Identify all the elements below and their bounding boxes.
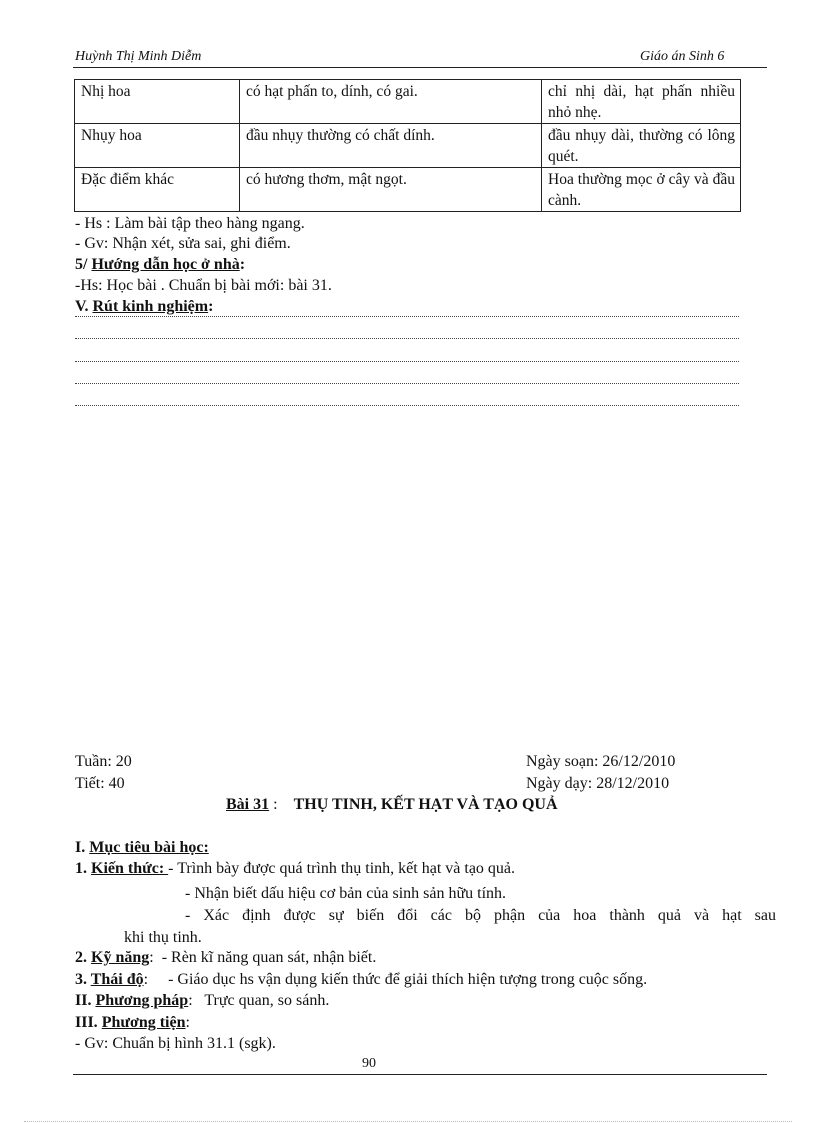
comparison-table — [74, 79, 741, 212]
section-number: 1. — [75, 860, 91, 877]
attitude-line — [75, 970, 647, 990]
knowledge-item: - Nhận biết dấu hiệu cơ bản của sinh sản hữu tính. — [185, 885, 507, 902]
section-colon: : — [185, 1014, 190, 1031]
section-title: Phương tiện — [101, 1014, 186, 1031]
table-cell: có hạt phấn to, dính, có gai. — [240, 80, 542, 124]
knowledge-item-cont: khi thụ tinh. — [124, 929, 202, 946]
header-title: Giáo án Sinh 6 — [640, 49, 725, 64]
section-text: : Trực quan, so sánh. — [188, 992, 330, 1009]
section-v-heading — [75, 297, 213, 317]
materials-heading — [75, 1013, 190, 1033]
lesson-number: Bài 31 — [226, 796, 270, 813]
section-number: V. — [75, 298, 93, 315]
knowledge-line — [75, 859, 515, 879]
section-5-text: -Hs: Học bài . Chuẩn bị bài mới: bài 31. — [75, 277, 332, 294]
table-cell: đầu nhụy dài, thường có lông quét. — [542, 124, 741, 168]
page-number: 90 — [362, 1056, 376, 1071]
section-colon: : — [239, 256, 246, 273]
section-title: Kỹ năng — [91, 949, 150, 966]
dotted-line — [75, 316, 739, 317]
section-number: III. — [75, 1014, 102, 1031]
section-colon: : — [208, 298, 214, 315]
section-title: Thái độ — [90, 971, 144, 988]
table-cell: đầu nhụy thường có chất dính. — [240, 124, 542, 168]
dotted-line — [75, 361, 739, 362]
knowledge-item: - Xác định được sự biến đổi các bộ phận của hoa thành quả và hạt sau — [185, 907, 776, 924]
dotted-line — [75, 405, 739, 406]
prep-date: Ngày soạn: 26/12/2010 — [526, 753, 676, 770]
method-line — [75, 991, 329, 1011]
header-rule — [73, 67, 767, 68]
section-number: I. — [75, 839, 90, 856]
section-number: 5/ — [75, 256, 92, 273]
table-cell: Hoa thường mọc ở cây và đầu cành. — [542, 168, 741, 212]
table-row — [75, 168, 741, 212]
section-number: 2. — [75, 949, 91, 966]
header-author: Huỳnh Thị Minh Diễm — [75, 49, 202, 64]
table-row — [75, 124, 741, 168]
dotted-line — [75, 383, 739, 384]
table-cell: Nhụy hoa — [75, 124, 240, 168]
footer-rule — [73, 1074, 767, 1075]
table-row — [75, 80, 741, 124]
page-bottom-dotted-line — [24, 1121, 792, 1122]
section-number: II. — [75, 992, 96, 1009]
table-cell: có hương thơm, mật ngọt. — [240, 168, 542, 212]
section-5-heading — [75, 255, 245, 275]
section-text: : - Giáo dục hs vận dụng kiến thức để giải thích hiện tượng trong cuộc sống. — [143, 971, 648, 988]
lesson-separator: : — [269, 796, 294, 813]
table-cell: Đặc điểm khác — [75, 168, 240, 212]
section-title: Kiến thức: — [91, 860, 169, 877]
materials-text: - Gv: Chuẩn bị hình 31.1 (sgk). — [75, 1035, 276, 1052]
knowledge-item: - Trình bày được quá trình thụ tinh, kết hạt và tạo quả. — [168, 860, 516, 877]
section-title: Hướng dẫn học ở nhà — [91, 256, 240, 273]
section-title: Mục tiêu bài học: — [89, 839, 209, 856]
section-title: Phương pháp — [95, 992, 189, 1009]
section-text: : - Rèn kĩ năng quan sát, nhận biết. — [149, 949, 377, 966]
teach-date: Ngày dạy: 28/12/2010 — [526, 775, 670, 792]
section-number: 3. — [75, 971, 91, 988]
period: Tiết: 40 — [75, 775, 125, 792]
table-cell: Nhị hoa — [75, 80, 240, 124]
section-title: Rút kinh nghiệm — [92, 298, 209, 315]
gv-line: - Gv: Nhận xét, sửa sai, ghi điểm. — [75, 235, 291, 252]
lesson-title-text: THỤ TINH, KẾT HẠT VÀ TẠO QUẢ — [293, 796, 558, 813]
objectives-heading — [75, 838, 209, 858]
dotted-line — [75, 338, 739, 339]
skills-line — [75, 948, 376, 968]
hs-line: - Hs : Làm bài tập theo hàng ngang. — [75, 215, 305, 232]
table-cell: chỉ nhị dài, hạt phấn nhiều nhỏ nhẹ. — [542, 80, 741, 124]
week: Tuần: 20 — [75, 753, 132, 770]
lesson-title — [226, 795, 558, 815]
